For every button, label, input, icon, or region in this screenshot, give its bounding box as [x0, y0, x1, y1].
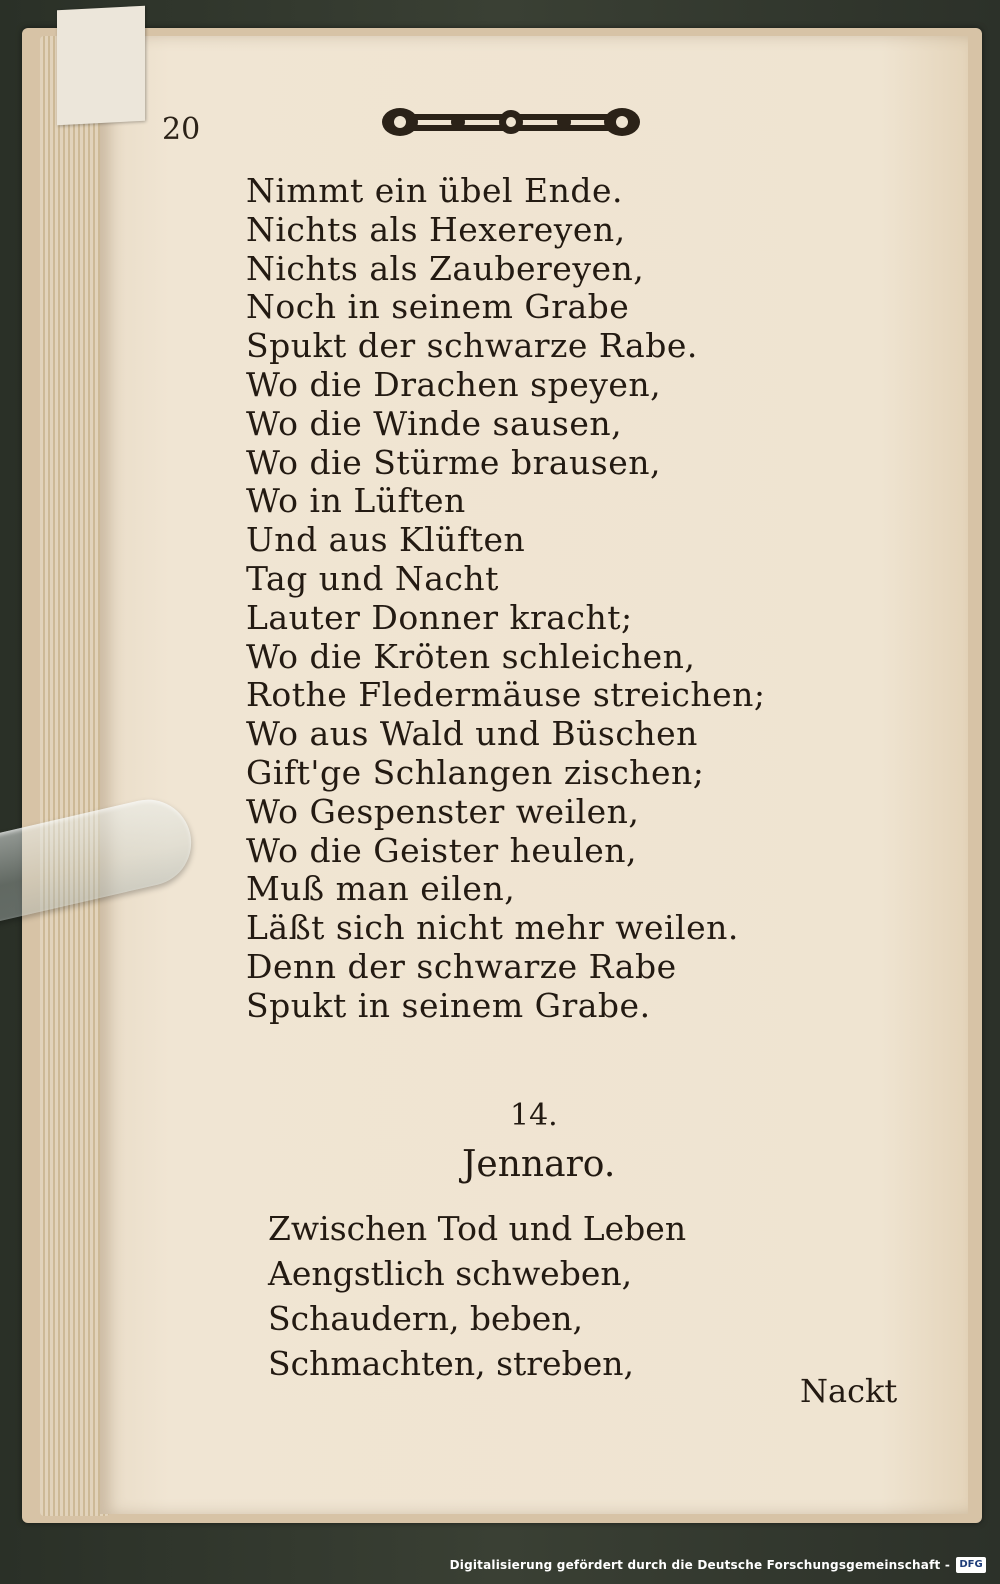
- second-poem-text: [268, 1206, 808, 1386]
- poem-line: Wo die Stürme brausen,: [246, 442, 661, 482]
- poem-line: Spukt der schwarze Rabe.: [246, 326, 698, 366]
- poem-line: Rothe Fledermäuse streichen;: [246, 675, 766, 715]
- poem-line: Lauter Donner kracht;: [246, 597, 633, 637]
- poem-line: Schaudern, beben,: [268, 1299, 583, 1338]
- dfg-logo-icon: DFG: [956, 1557, 986, 1573]
- poem-line: Spukt in seinem Grabe.: [246, 985, 651, 1025]
- poem-line: Nimmt ein übel Ende.: [246, 171, 624, 210]
- page-number: 20: [162, 112, 201, 147]
- poem-text: [246, 172, 806, 1026]
- poem-line: Muß man eilen,: [246, 869, 516, 909]
- catchword: Nackt: [800, 1372, 898, 1410]
- poem-line: Denn der schwarze Rabe: [246, 946, 677, 986]
- section-number: 14.: [510, 1098, 558, 1133]
- poem-line: Zwischen Tod und Leben: [268, 1209, 687, 1248]
- poem-line: Wo die Geister heulen,: [246, 830, 638, 870]
- poem-line: Aengstlich schweben,: [268, 1254, 633, 1293]
- poem-line: Schmachten, streben,: [268, 1344, 634, 1383]
- printer-ornament-icon: [378, 100, 644, 144]
- poem-line: Tag und Nacht: [246, 558, 499, 598]
- poem-line: Wo Gespenster weilen,: [246, 791, 640, 831]
- poem-line: Läßt sich nicht mehr weilen.: [246, 908, 739, 948]
- paper-corner-tab: [57, 6, 145, 126]
- footer-bar: [0, 1548, 1000, 1584]
- poem-line: Gift'ge Schlangen zischen;: [246, 752, 705, 792]
- poem-line: Wo aus Wald und Büschen: [246, 714, 698, 754]
- poem-line: Wo die Drachen speyen,: [246, 364, 662, 404]
- poem-line: Noch in seinem Grabe: [246, 287, 630, 327]
- section-title: Jennaro.: [462, 1144, 616, 1185]
- funding-notice: Digitalisierung gefördert durch die Deutsche Forschungsgemeinschaft -: [449, 1558, 950, 1572]
- poem-line: Nichts als Zaubereyen,: [246, 248, 645, 288]
- poem-line: Wo die Kröten schleichen,: [246, 636, 696, 676]
- poem-line: Wo die Winde sausen,: [246, 403, 623, 443]
- poem-line: Wo in Lüften: [246, 481, 466, 521]
- poem-line: Nichts als Hexereyen,: [246, 209, 626, 249]
- poem-line: Und aus Klüften: [246, 520, 526, 560]
